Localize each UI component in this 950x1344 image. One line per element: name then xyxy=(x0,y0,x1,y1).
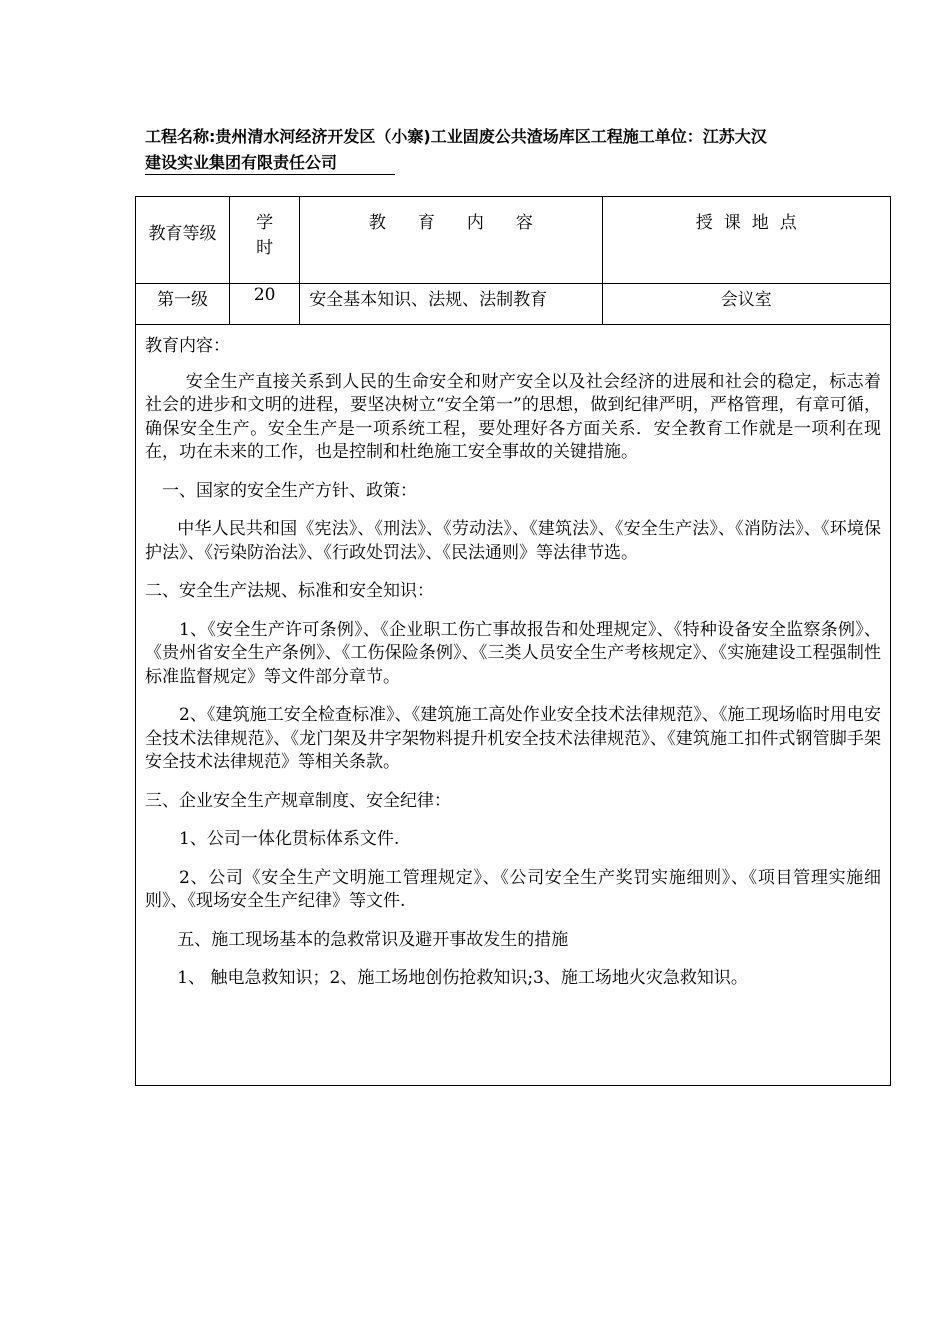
section3-item1: 1、公司一体化贯标体系文件. xyxy=(179,829,400,849)
project-header-line2: 建设实业集团有限责任公司 xyxy=(145,152,395,175)
cell-teaching-place: 会议室 xyxy=(602,284,890,325)
cell-education-level: 第一级 xyxy=(136,284,230,325)
project-header xyxy=(145,124,825,176)
cell-hours: 20 xyxy=(230,284,300,325)
project-header-line1: 工程名称:贵州清水河经济开发区（小寨)工业固废公共渣场库区工程施工单位：江苏大汉 xyxy=(145,127,767,146)
content-row xyxy=(136,325,891,1086)
section1-title: 一、国家的安全生产方针、政策： xyxy=(162,480,417,501)
section5-title: 五、施工现场基本的急救常识及避开事故发生的措施 xyxy=(177,929,569,950)
cell-education-content: 安全基本知识、法规、法制教育 xyxy=(300,284,602,325)
section2-item2: 2、《建筑施工安全检查标准》、《建筑施工高处作业安全技术法律规范》、《施工现场临时用电安全技术法律规范》、《龙门架及井字架物料提升机安全技术法律规范》、《建筑施工扣件式钢管脚手架安全技术法律规范》等相关条款。 xyxy=(145,705,881,772)
section3-title: 三、企业安全生产规章制度、安全纪律： xyxy=(145,790,451,811)
header-education-level: 教育等级 xyxy=(136,197,230,284)
content-label: 教育内容： xyxy=(145,336,230,356)
section1-text: 中华人民共和国《宪法》、《刑法》、《劳动法》、《建筑法》、《安全生产法》、《消防法》、《环境保护法》、《污染防治法》、《行政处罚法》、《民法通则》等法律节选。 xyxy=(145,519,881,563)
section2-title: 二、安全生产法规、标准和安全知识： xyxy=(145,581,434,601)
section5-items: 1、 触电急救知识；2、施工场地创伤抢救知识;3、施工场地火灾急救知识。 xyxy=(177,968,748,988)
header-hours: 学时 xyxy=(230,197,300,284)
education-table xyxy=(135,196,891,1086)
table-row xyxy=(136,284,891,325)
table-header-row xyxy=(136,197,891,284)
education-content-body xyxy=(136,325,891,1086)
section2-item1: 1、《安全生产许可条例》、《企业职工伤亡事故报告和处理规定》、《特种设备安全监察条例》、《贵州省安全生产条例》、《工伤保险条例》、《三类人员安全生产考核规定》、《实施建设工程强制性标准监督规定》等文件部分章节。 xyxy=(145,619,881,687)
header-teaching-place: 授课地点 xyxy=(602,197,890,284)
header-education-content: 教育内容 xyxy=(300,197,602,284)
section3-item2: 2、公司《安全生产文明施工管理规定》、《公司安全生产奖罚实施细则》、《项目管理实施细则》、《现场安全生产纪律》等文件. xyxy=(145,867,881,911)
intro-paragraph: 安全生产直接关系到人民的生命安全和财产安全以及社会经济的进展和社会的稳定，标志着社会的进步和文明的进程，要坚决树立“安全第一”的思想，做到纪律严明，严格管理，有章可循，确保安全生产。安全生产是一项系统工程，要处理好各方面关系．安全教育工作就是一项利在现在，功在未来的工作，也是控制和杜绝施工安全事故的关键措施。 xyxy=(145,371,881,462)
